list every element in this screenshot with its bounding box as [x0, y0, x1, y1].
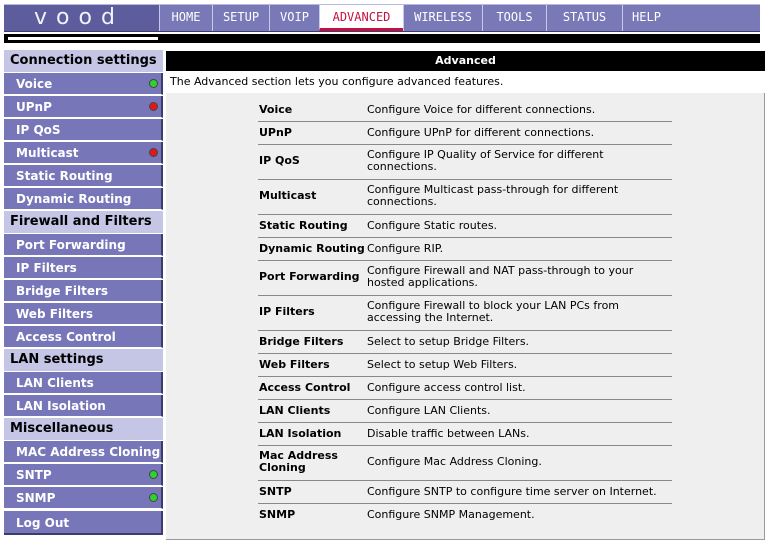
- row-description: Configure SNTP to configure time server on Internet.: [367, 485, 657, 498]
- tab-status[interactable]: STATUS: [546, 5, 622, 31]
- sidebar-item-mac-address-cloning[interactable]: [4, 441, 163, 463]
- sidebar-item-label: SNTP: [16, 468, 52, 482]
- sidebar-item-lan-clients[interactable]: [4, 372, 163, 394]
- sub-bar-highlight: [8, 37, 158, 40]
- row-description: Configure Firewall to block your LAN PCs from accessing the Internet.: [367, 299, 620, 324]
- logo-text: vood: [34, 5, 124, 30]
- sidebar-item-dynamic-routing[interactable]: [4, 188, 163, 210]
- row-description: Configure Mac Address Cloning.: [367, 455, 542, 468]
- status-green-icon: [149, 470, 158, 479]
- tab-setup[interactable]: SETUP: [212, 5, 269, 31]
- row-name-lan-isolation: LAN Isolation: [259, 427, 342, 440]
- row-name-sntp: SNTP: [259, 485, 292, 498]
- sidebar-item-label: LAN Clients: [16, 376, 94, 390]
- row-name-mac-address-cloning: Mac Address Cloning: [259, 449, 338, 474]
- sidebar-item-upnp[interactable]: [4, 96, 163, 118]
- sidebar: [4, 50, 163, 536]
- sidebar-item-label: MAC Address Cloning: [16, 445, 161, 459]
- intro-text: The Advanced section lets you configure advanced features.: [166, 71, 765, 93]
- row-description: Configure RIP.: [367, 242, 444, 255]
- row-name-web-filters: Web Filters: [259, 358, 330, 371]
- table-row: [258, 122, 672, 145]
- row-name-bridge-filters: Bridge Filters: [259, 335, 344, 348]
- row-description: Configure IP Quality of Service for different connections.: [367, 148, 604, 173]
- table-row: [258, 377, 672, 400]
- table-row: [258, 331, 672, 354]
- tab-voip[interactable]: VOIP: [269, 5, 319, 31]
- sidebar-item-multicast[interactable]: [4, 142, 163, 164]
- row-name-access-control: Access Control: [259, 381, 351, 394]
- table-row: [258, 238, 672, 261]
- row-description: Configure Multicast pass-through for different connections.: [367, 183, 619, 208]
- table-row: [258, 145, 672, 180]
- row-description: Configure Static routes.: [367, 219, 498, 232]
- sidebar-section-firewall-and-filters: Firewall and Filters: [4, 211, 163, 234]
- table-row: [258, 400, 672, 423]
- row-name-dynamic-routing: Dynamic Routing: [259, 242, 365, 255]
- tab-tools[interactable]: TOOLS: [482, 5, 546, 31]
- row-name-port-forwarding: Port Forwarding: [259, 270, 360, 283]
- sidebar-item-label: Bridge Filters: [16, 284, 109, 298]
- row-description: Configure Voice for different connections.: [367, 103, 596, 116]
- sidebar-section-connection-settings: Connection settings: [4, 50, 163, 73]
- sidebar-section-lan-settings: LAN settings: [4, 349, 163, 372]
- status-red-icon: [149, 148, 158, 157]
- row-description: Configure SNMP Management.: [367, 508, 535, 521]
- sidebar-item-label: Multicast: [16, 146, 79, 160]
- sidebar-item-lan-isolation[interactable]: [4, 395, 163, 417]
- sidebar-item-web-filters[interactable]: [4, 303, 163, 325]
- table-row: [258, 504, 672, 526]
- logout-button[interactable]: Log Out: [4, 511, 163, 535]
- sidebar-item-access-control[interactable]: [4, 326, 163, 348]
- row-description: Configure LAN Clients.: [367, 404, 491, 417]
- sidebar-item-label: Dynamic Routing: [16, 192, 132, 206]
- sidebar-section-miscellaneous: Miscellaneous: [4, 418, 163, 441]
- row-name-upnp: UPnP: [259, 126, 292, 139]
- sidebar-item-label: IP QoS: [16, 123, 61, 137]
- tab-advanced[interactable]: ADVANCED: [319, 5, 403, 31]
- status-red-icon: [149, 102, 158, 111]
- row-description: Configure UPnP for different connections.: [367, 126, 595, 139]
- sidebar-item-port-forwarding[interactable]: [4, 234, 163, 256]
- status-green-icon: [149, 79, 158, 88]
- sidebar-item-voice[interactable]: [4, 73, 163, 95]
- sidebar-item-static-routing[interactable]: [4, 165, 163, 187]
- row-name-voice: Voice: [259, 103, 293, 116]
- sidebar-item-label: Web Filters: [16, 307, 94, 321]
- tab-wireless[interactable]: WIRELESS: [403, 5, 482, 31]
- row-description: Configure Firewall and NAT pass-through to your hosted applications.: [367, 264, 634, 289]
- sidebar-item-sntp[interactable]: [4, 464, 163, 486]
- table-row: [258, 180, 672, 215]
- table-row: [258, 446, 672, 481]
- row-name-ip-filters: IP Filters: [259, 305, 315, 318]
- status-green-icon: [149, 493, 158, 502]
- table-row: [258, 215, 672, 238]
- logo: [4, 5, 159, 31]
- table-row: [258, 354, 672, 377]
- table-row: [258, 423, 672, 446]
- row-name-snmp: SNMP: [259, 508, 296, 521]
- table-row: [258, 296, 672, 331]
- sub-bar: [4, 34, 760, 43]
- page-title: Advanced: [166, 51, 765, 71]
- sidebar-item-bridge-filters[interactable]: [4, 280, 163, 302]
- row-description: Select to setup Web Filters.: [367, 358, 518, 371]
- sidebar-item-snmp[interactable]: [4, 487, 163, 509]
- row-description: Disable traffic between LANs.: [367, 427, 530, 440]
- sidebar-item-label: Access Control: [16, 330, 116, 344]
- sidebar-item-ip-filters[interactable]: [4, 257, 163, 279]
- row-name-ip-qos: IP QoS: [259, 154, 300, 167]
- row-name-multicast: Multicast: [259, 189, 317, 202]
- sidebar-item-ip-qos[interactable]: [4, 119, 163, 141]
- row-name-lan-clients: LAN Clients: [259, 404, 331, 417]
- tab-home[interactable]: HOME: [159, 5, 212, 31]
- top-navigation: [4, 4, 760, 32]
- main-panel: [166, 51, 765, 540]
- sidebar-item-label: IP Filters: [16, 261, 77, 275]
- table-row: [258, 481, 672, 504]
- row-description: Select to setup Bridge Filters.: [367, 335, 530, 348]
- sidebar-item-label: LAN Isolation: [16, 399, 106, 413]
- sidebar-item-label: Port Forwarding: [16, 238, 126, 252]
- sidebar-item-label: SNMP: [16, 491, 56, 505]
- table-row: [258, 261, 672, 296]
- tab-help[interactable]: HELP: [622, 5, 670, 31]
- table-row: [258, 99, 672, 122]
- sidebar-item-label: UPnP: [16, 100, 52, 114]
- sidebar-item-label: Voice: [16, 77, 53, 91]
- row-description: Configure access control list.: [367, 381, 526, 394]
- feature-table: [258, 99, 672, 526]
- sidebar-item-label: Static Routing: [16, 169, 113, 183]
- row-name-static-routing: Static Routing: [259, 219, 348, 232]
